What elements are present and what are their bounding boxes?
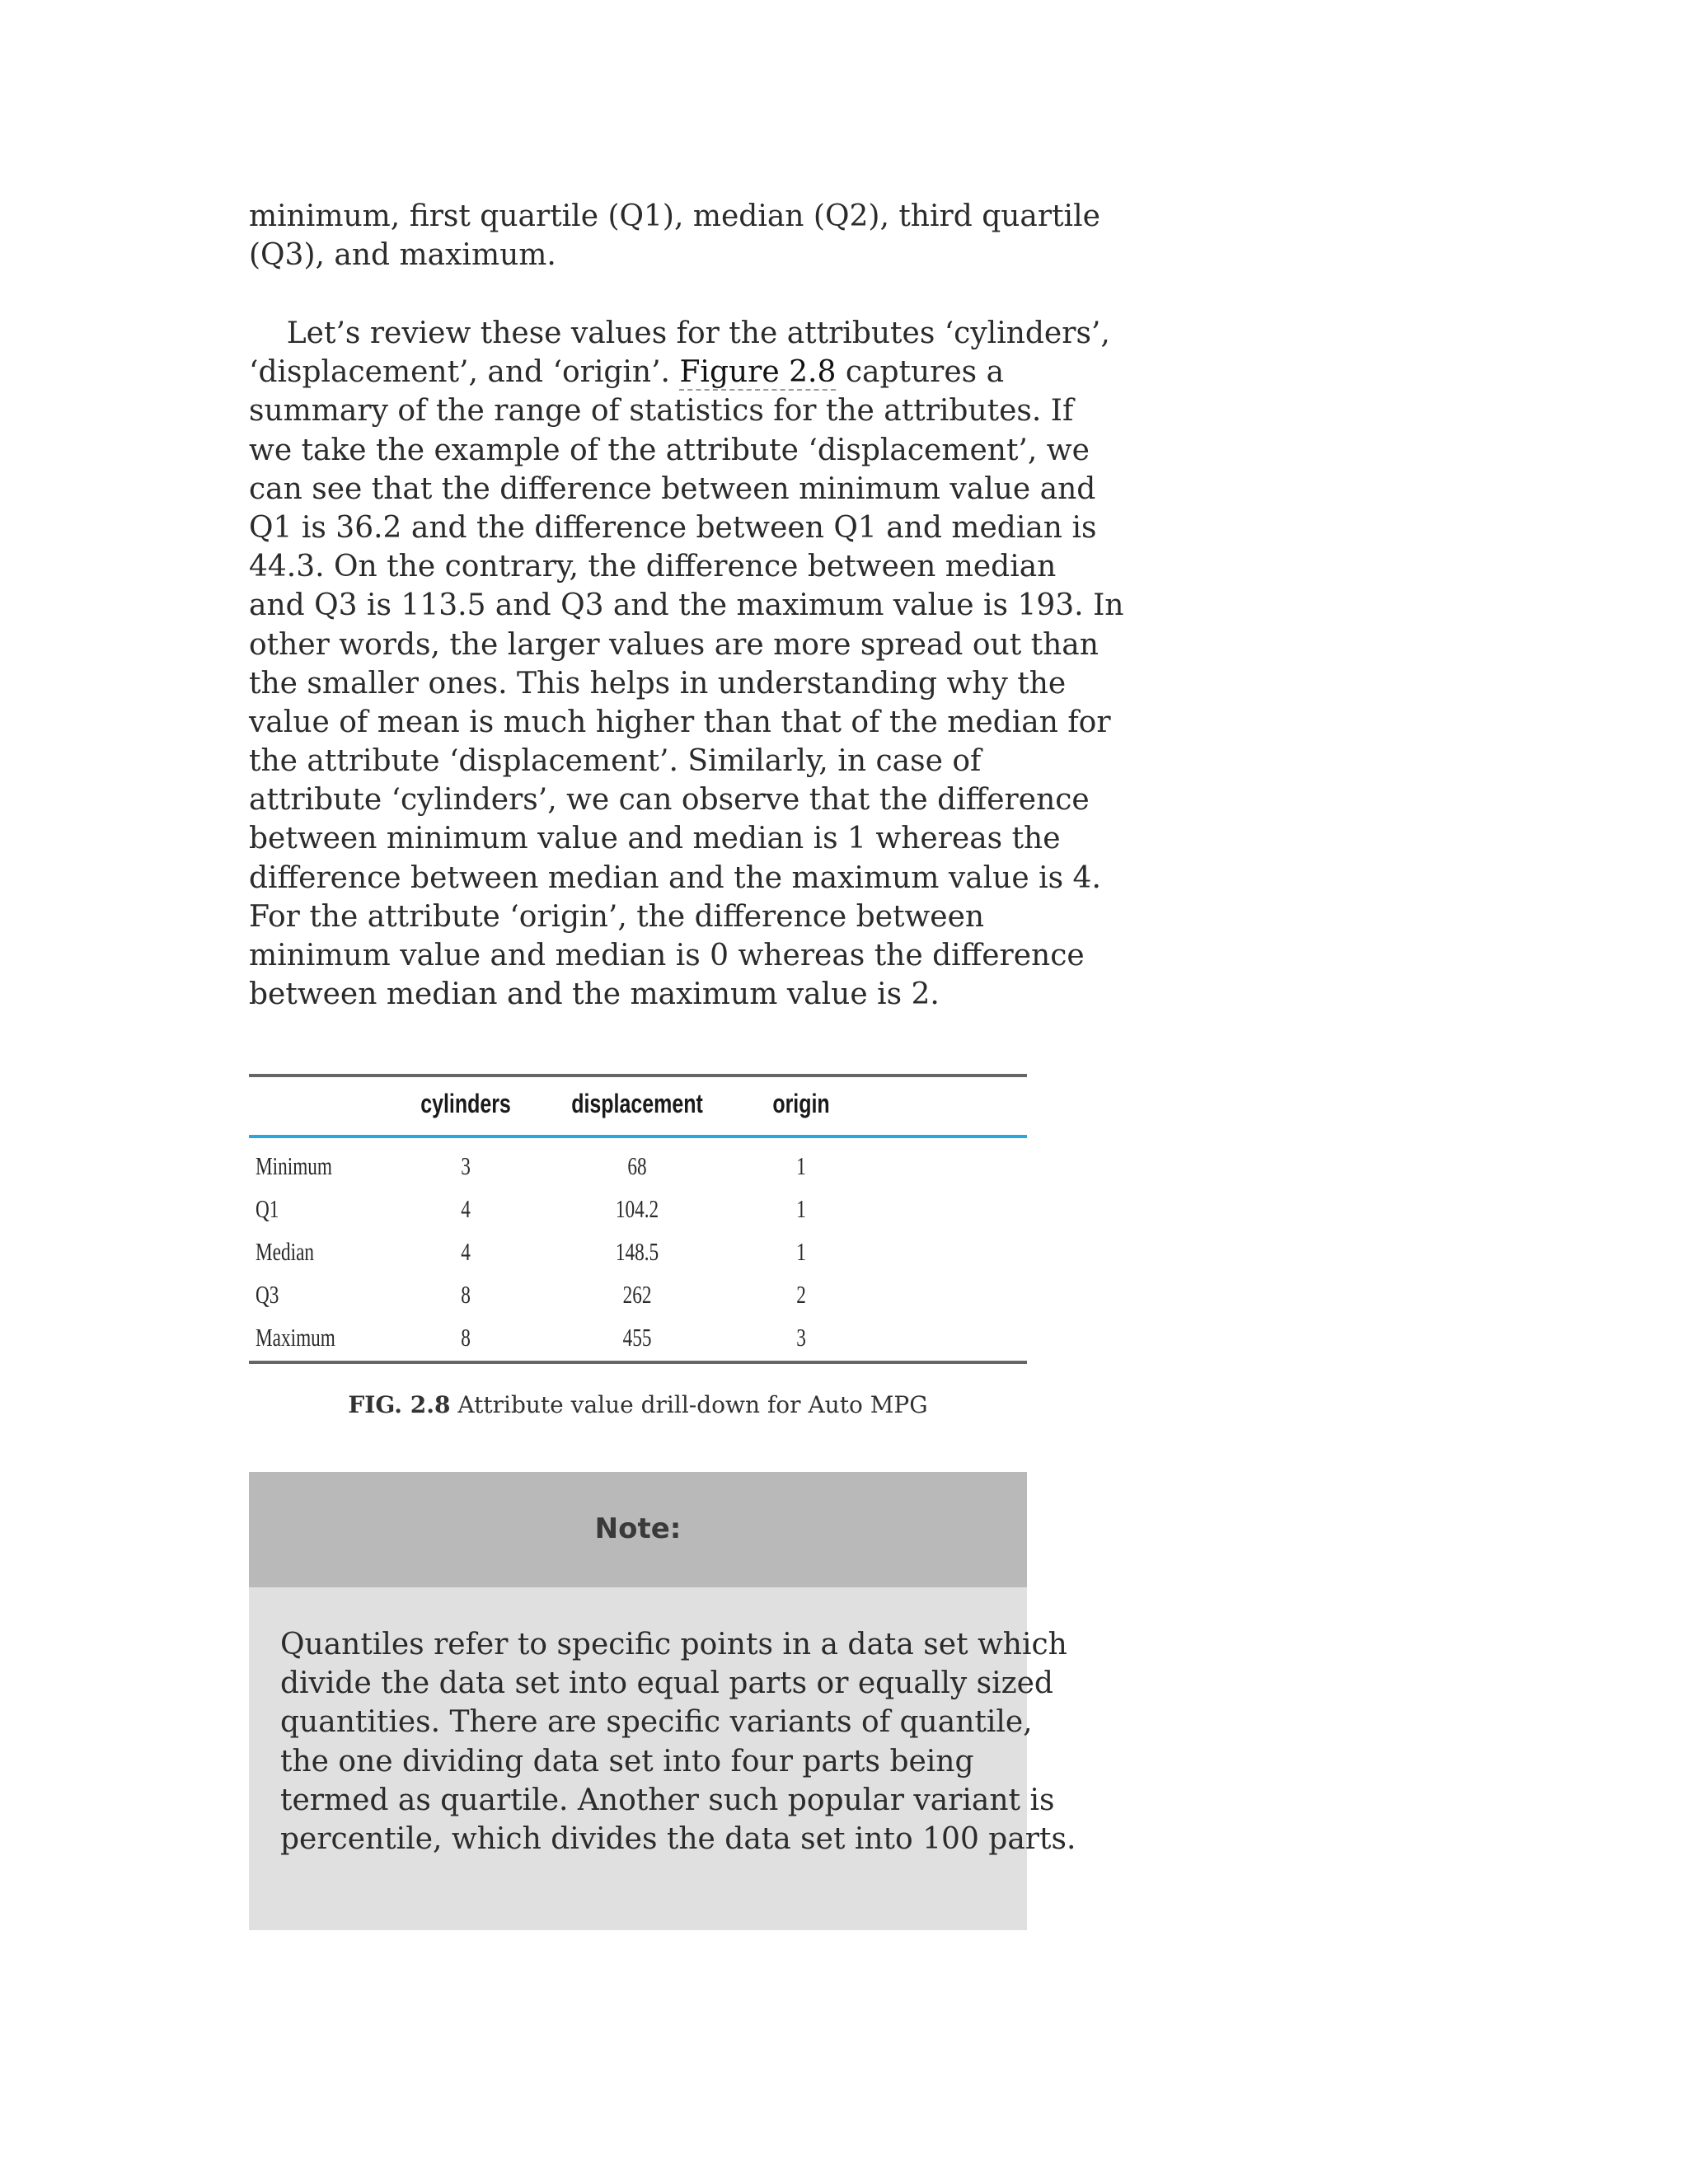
table-cell: 4 xyxy=(461,1194,471,1223)
text-line: minimum value and median is 0 whereas the difference xyxy=(249,939,1085,972)
statistics-table xyxy=(249,1074,1027,1364)
text-line: difference between median and the maximum value is 4. xyxy=(249,860,1101,895)
body-paragraph xyxy=(249,314,1124,1014)
column-header-origin: origin xyxy=(772,1089,830,1118)
table-cell: 104.2 xyxy=(615,1194,659,1223)
table-cell: 3 xyxy=(461,1151,471,1180)
text-line: termed as quartile. Another such popular variant is xyxy=(280,1783,1055,1817)
note-header xyxy=(249,1472,1027,1587)
table-cell: 3 xyxy=(796,1323,806,1352)
text-line: Let’s review these values for the attributes ‘cylinders’, xyxy=(249,316,1110,350)
text-line: the one dividing data set into four parts being xyxy=(280,1744,974,1779)
text-line: 44.3. On the contrary, the difference between median xyxy=(249,550,1057,584)
row-label: Minimum xyxy=(256,1151,333,1180)
row-label: Median xyxy=(256,1237,315,1266)
table-cell: 4 xyxy=(461,1237,471,1266)
text-segment: captures a xyxy=(836,355,1005,390)
text-line: (Q3), and maximum. xyxy=(249,238,556,273)
row-label: Q3 xyxy=(256,1280,279,1309)
table-top-rule xyxy=(249,1074,1027,1077)
table-cell: 1 xyxy=(796,1151,806,1180)
caption-text: Attribute value drill-down for Auto MPG xyxy=(450,1391,928,1418)
figure-label: FIG. 2.8 xyxy=(348,1391,451,1418)
figure-caption xyxy=(249,1391,1027,1418)
table-cell: 1 xyxy=(796,1194,806,1223)
table-cell: 2 xyxy=(796,1280,806,1309)
text-line: can see that the difference between minimum value and xyxy=(249,471,1096,506)
text-line: between median and the maximum value is 2. xyxy=(249,977,940,1012)
column-header-displacement: displacement xyxy=(571,1089,703,1118)
text-line: summary of the range of statistics for the attributes. If xyxy=(249,394,1074,429)
text-line: between minimum value and median is 1 whereas the xyxy=(249,822,1061,856)
text-line: the smaller ones. This helps in understanding why the xyxy=(249,666,1067,701)
table-cell: 8 xyxy=(461,1323,471,1352)
table-bottom-rule xyxy=(249,1361,1027,1364)
text-line: For the attribute ‘origin’, the difference between xyxy=(249,899,985,934)
table-cell: 1 xyxy=(796,1237,806,1266)
text-line: quantities. There are specific variants of quantile, xyxy=(280,1705,1033,1740)
table-cell: 148.5 xyxy=(615,1237,659,1266)
table-cell: 262 xyxy=(622,1280,652,1309)
note-body xyxy=(280,1625,1076,1858)
text-line: other words, the larger values are more spread out than xyxy=(249,627,1099,662)
text-line: minimum, first quartile (Q1), median (Q2), third quartile xyxy=(249,199,1100,233)
text-line: attribute ‘cylinders’, we can observe that the difference xyxy=(249,783,1090,818)
table-cell: 8 xyxy=(461,1280,471,1309)
text-line: and Q3 is 113.5 and Q3 and the maximum value is 193. In xyxy=(249,588,1124,623)
text-line: we take the example of the attribute ‘displacement’, we xyxy=(249,433,1090,467)
table-header-rule xyxy=(249,1135,1027,1138)
note-box xyxy=(249,1472,1076,1930)
row-label: Maximum xyxy=(256,1323,335,1352)
text-line: Q1 is 36.2 and the difference between Q1 and median is xyxy=(249,510,1097,545)
figure-2-8-link[interactable]: Figure 2.8 xyxy=(679,355,837,390)
intro-text xyxy=(249,197,1100,274)
text-line xyxy=(249,353,1040,391)
text-line: Quantiles refer to specific points in a data set which xyxy=(280,1628,1067,1661)
column-header-cylinders: cylinders xyxy=(420,1089,511,1118)
text-segment: ‘displacement’, and ‘origin’. xyxy=(249,355,680,390)
note-title: Note: xyxy=(594,1512,682,1545)
row-label: Q1 xyxy=(256,1194,279,1223)
table-cell: 455 xyxy=(622,1323,652,1352)
text-line: percentile, which divides the data set into 100 parts. xyxy=(280,1821,1076,1856)
table-cell: 68 xyxy=(627,1151,647,1180)
text-line: value of mean is much higher than that of the median for xyxy=(249,705,1111,739)
text-line: divide the data set into equal parts or equally sized xyxy=(280,1666,1053,1701)
text-line: the attribute ‘displacement’. Similarly, in case of xyxy=(249,744,982,779)
